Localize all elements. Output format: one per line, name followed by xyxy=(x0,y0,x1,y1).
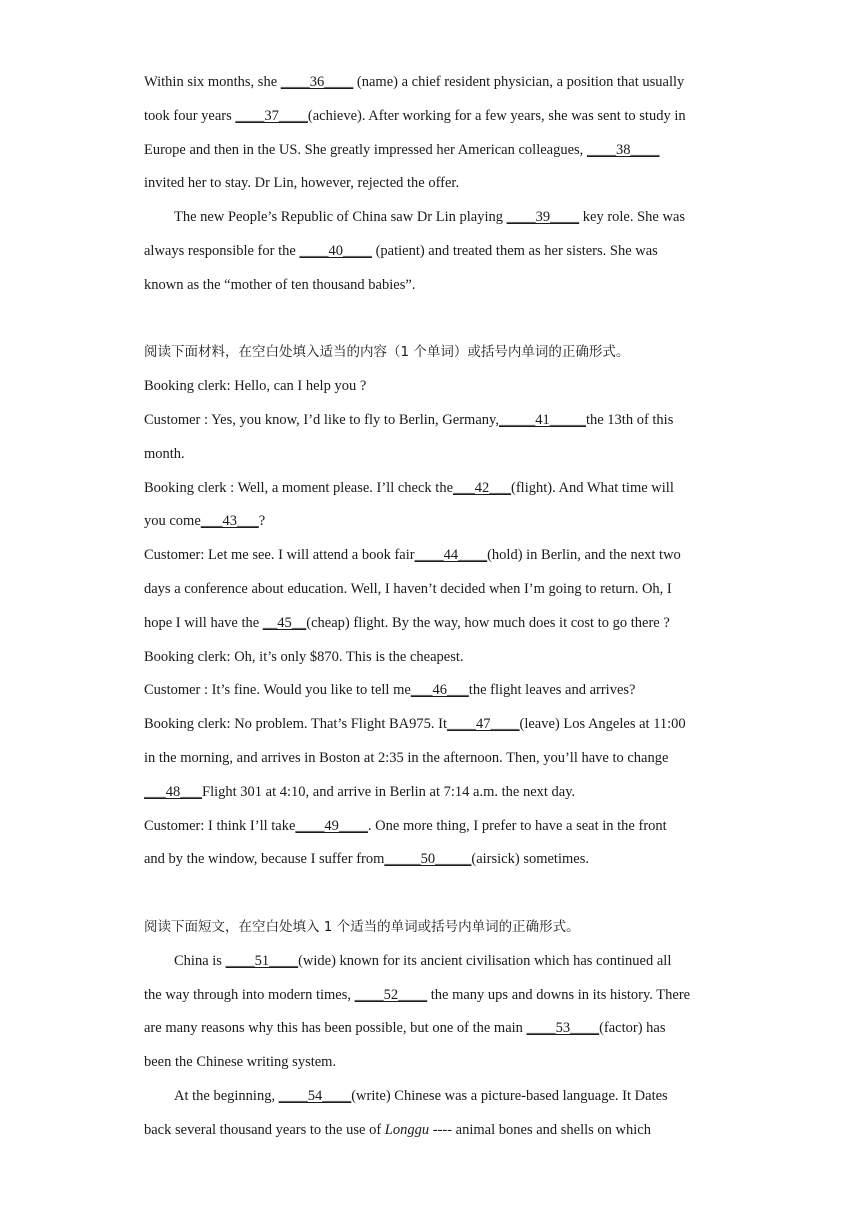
passage-line xyxy=(144,271,724,305)
section-spacer xyxy=(144,879,724,913)
text-segment: (write) Chinese was a picture-based language. It Dates xyxy=(351,1087,668,1104)
answer-blank: ____37____ xyxy=(235,107,308,124)
text-segment: (cheap) flight. By the way, how much does it cost to go there ? xyxy=(306,614,670,631)
text-segment: are many reasons why this has been possible, but one of the main xyxy=(144,1020,527,1037)
text-segment: (flight). And What time will xyxy=(511,479,674,496)
dialogue-line xyxy=(144,643,724,677)
text-segment: (patient) and treated them as her sisters. She was xyxy=(371,242,658,259)
dialogue-line xyxy=(144,541,724,575)
text-segment: (leave) Los Angeles at 11:00 xyxy=(519,716,686,733)
passage-line xyxy=(144,102,724,136)
answer-blank: ____51____ xyxy=(225,952,299,969)
text-segment: the way through into modern times, xyxy=(144,986,355,1003)
passage-line xyxy=(144,1116,724,1150)
answer-blank: ____52____ xyxy=(354,986,428,1003)
passage-line xyxy=(144,169,724,203)
passage-line xyxy=(144,237,724,271)
answer-blank: ____39____ xyxy=(506,209,580,226)
text-segment: the 13th of this xyxy=(585,411,674,428)
passage-line xyxy=(144,1082,724,1116)
text-segment: ? xyxy=(258,513,266,530)
text-segment: days a conference about education. Well, I haven’t decided when I’m going to return. Oh, I xyxy=(144,580,672,597)
passage-line xyxy=(144,203,724,237)
text-segment: the flight leaves and arrives? xyxy=(468,682,636,699)
answer-blank: ___43___ xyxy=(200,513,259,530)
answer-blank: ____44____ xyxy=(414,547,488,564)
answer-blank: _____41_____ xyxy=(498,411,586,428)
passage-1 xyxy=(144,68,724,305)
document-page xyxy=(144,68,724,1150)
text-segment: (airsick) sometimes. xyxy=(471,851,589,868)
text-segment: been the Chinese writing system. xyxy=(144,1054,337,1071)
answer-blank: ____38____ xyxy=(586,141,660,158)
text-segment: in the morning, and arrives in Boston at 2:35 in the afternoon. Then, you’ll have to change xyxy=(144,749,669,766)
text-segment: ---- animal bones and shells on which xyxy=(429,1121,651,1138)
answer-blank: ___42___ xyxy=(453,479,512,496)
text-segment: Customer: I think I’ll take xyxy=(144,817,296,834)
passage-2 xyxy=(144,913,724,1150)
text-segment: took four years xyxy=(144,107,236,124)
section-instruction: 阅读下面短文，在空白处填入 1 个适当的单词或括号内单词的正确形式。 xyxy=(144,918,580,935)
text-segment: Flight 301 at 4:10, and arrive in Berlin at 7:14 a.m. the next day. xyxy=(202,783,576,800)
passage-line xyxy=(144,136,724,170)
answer-blank: ___46___ xyxy=(410,682,469,699)
text-segment: Customer : It’s fine. Would you like to tell me xyxy=(144,682,411,699)
dialogue-line xyxy=(144,507,724,541)
text-segment: key role. She was xyxy=(579,209,686,226)
text-segment: (wide) known for its ancient civilisation which has continued all xyxy=(298,952,672,969)
dialogue-line xyxy=(144,812,724,846)
dialogue-line xyxy=(144,609,724,643)
passage-line xyxy=(144,1014,724,1048)
passage-line xyxy=(144,1048,724,1082)
text-segment: The new People’s Republic of China saw Dr Lin playing xyxy=(174,209,507,226)
answer-blank: ____36____ xyxy=(280,74,354,90)
text-segment: Booking clerk: Hello, can I help you ? xyxy=(144,378,367,395)
dialogue-line xyxy=(144,474,724,508)
text-segment: Europe and then in the US. She greatly impressed her American colleagues, xyxy=(144,141,587,158)
text-segment: you come xyxy=(144,513,201,530)
passage-line xyxy=(144,981,724,1015)
answer-blank: _____50_____ xyxy=(384,851,472,868)
text-segment: Booking clerk : Well, a moment please. I’ll check the xyxy=(144,479,454,496)
passage-line xyxy=(144,947,724,981)
text-segment: hope I will have the xyxy=(144,614,263,631)
dialogue-line xyxy=(144,440,724,474)
dialogue-line xyxy=(144,406,724,440)
text-segment: back several thousand years to the use of xyxy=(144,1121,385,1138)
text-segment: the many ups and downs in its history. There xyxy=(427,986,691,1003)
section-spacer xyxy=(144,305,724,339)
text-segment: Booking clerk: No problem. That’s Flight BA975. It xyxy=(144,716,448,733)
dialogue-line xyxy=(144,372,724,406)
text-segment: known as the “mother of ten thousand babies”. xyxy=(144,276,416,293)
italic-term: Longgu xyxy=(384,1121,430,1138)
text-segment: Within six months, she xyxy=(144,74,281,90)
answer-blank: __45__ xyxy=(262,614,307,631)
dialogue-line xyxy=(144,845,724,879)
text-segment: (achieve). After working for a few years, she was sent to study in xyxy=(307,107,686,124)
dialogue-section xyxy=(144,338,724,879)
dialogue-line xyxy=(144,710,724,744)
text-segment: and by the window, because I suffer from xyxy=(144,851,385,868)
passage-line xyxy=(144,68,724,102)
text-segment: (factor) has xyxy=(599,1020,666,1037)
text-segment: . One more thing, I prefer to have a seat in the front xyxy=(367,817,667,834)
section-instruction: 阅读下面材料，在空白处填入适当的内容（1 个单词）或括号内单词的正确形式。 xyxy=(144,344,630,361)
dialogue-line xyxy=(144,575,724,609)
text-segment: Customer : Yes, you know, I’d like to fly to Berlin, Germany, xyxy=(144,411,499,428)
dialogue-line xyxy=(144,778,724,812)
text-segment: Customer: Let me see. I will attend a book fair xyxy=(144,547,415,564)
text-segment: At the beginning, xyxy=(174,1087,279,1104)
answer-blank: ____40____ xyxy=(299,242,372,259)
text-segment: Booking clerk: Oh, it’s only $870. This is the cheapest. xyxy=(144,648,464,665)
dialogue-line xyxy=(144,744,724,778)
answer-blank: ____53____ xyxy=(526,1020,600,1037)
text-segment: (hold) in Berlin, and the next two xyxy=(487,547,681,564)
text-segment: always responsible for the xyxy=(144,242,300,259)
text-segment: invited her to stay. Dr Lin, however, rejected the offer. xyxy=(144,175,460,192)
text-segment: month. xyxy=(144,445,185,462)
answer-blank: ___48___ xyxy=(144,783,202,800)
answer-blank: ____54____ xyxy=(278,1087,352,1104)
answer-blank: ____49____ xyxy=(295,817,368,834)
text-segment: China is xyxy=(174,952,226,969)
dialogue-line xyxy=(144,676,724,710)
text-segment: (name) a chief resident physician, a position that usually xyxy=(353,74,685,90)
answer-blank: ____47____ xyxy=(447,716,520,733)
